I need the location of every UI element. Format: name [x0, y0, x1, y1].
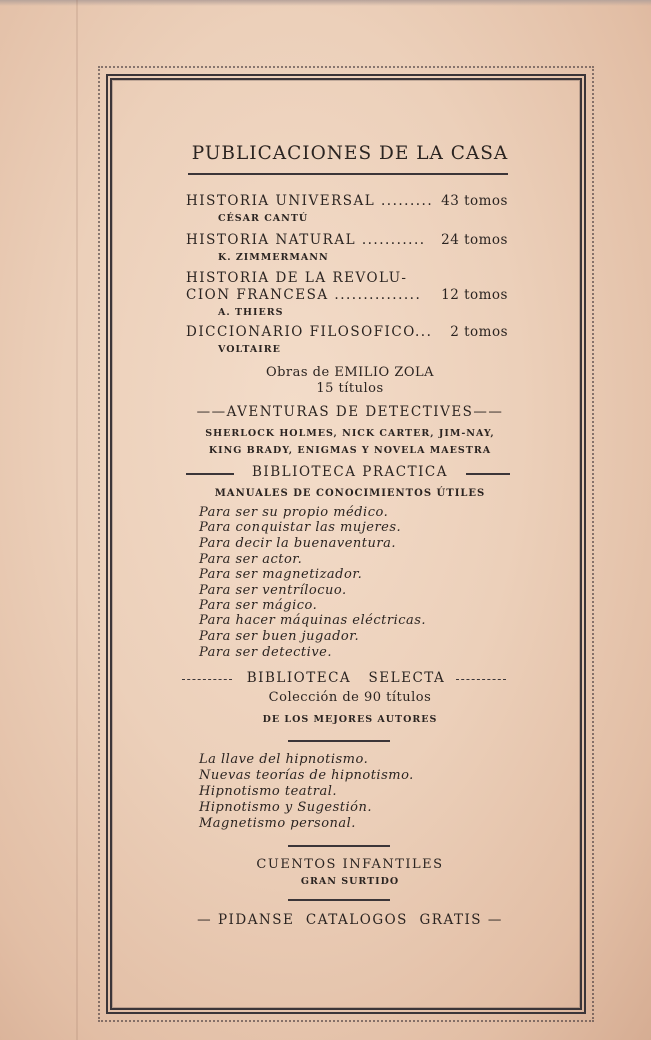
page-title: PUBLICACIONES DE LA CASA [191, 143, 509, 164]
catalog-item-author: A. THIERS [218, 307, 284, 318]
hipnotismo-item: Nuevas teorías de hipnotismo. [199, 768, 414, 783]
catalog-item-volumes: 2 tomos [450, 324, 508, 340]
selecta-heading: BIBLIOTECA SELECTA [246, 670, 446, 686]
catalog-item-name: HISTORIA UNIVERSAL ......... [186, 193, 434, 209]
hipnotismo-item: La llave del hipnotismo. [199, 752, 369, 767]
practica-rule-left [186, 473, 234, 475]
selecta-rule-left [182, 679, 232, 680]
hipnotismo-item: Hipnotismo teatral. [199, 784, 338, 799]
practica-item: Para hacer máquinas eléctricas. [199, 613, 427, 628]
section-divider [288, 899, 390, 901]
practica-item: Para ser actor. [199, 552, 303, 567]
zola-works: Obras de EMILIO ZOLA [265, 365, 435, 380]
practica-subheading: MANUALES DE CONOCIMIENTOS ÚTILES [214, 488, 486, 499]
catalog-item-author: CÉSAR CANTÚ [218, 213, 309, 224]
zola-count: 15 títulos [316, 381, 384, 396]
catalog-item-name: HISTORIA NATURAL ........... [186, 232, 426, 248]
practica-item: Para ser magnetizador. [199, 567, 363, 582]
practica-item: Para ser mágico. [199, 598, 318, 613]
practica-item: Para ser su propio médico. [199, 505, 389, 520]
catalog-item-volumes: 24 tomos [441, 232, 508, 248]
section-divider [288, 845, 390, 847]
practica-item: Para ser buen jugador. [199, 629, 360, 644]
catalog-item-author: VOLTAIRE [218, 344, 281, 355]
hipnotismo-item: Magnetismo personal. [199, 816, 356, 831]
selecta-rule-right [456, 679, 506, 680]
practica-item: Para ser detective. [199, 645, 332, 660]
practica-rule-right [466, 473, 510, 475]
practica-item: Para decir la buenaventura. [199, 536, 396, 551]
cuentos-subtitle: GRAN SURTIDO [300, 876, 400, 887]
practica-item: Para ser ventrílocuo. [199, 583, 347, 598]
footer-catalog-note: — PIDANSE CATALOGOS GRATIS — [197, 912, 503, 928]
catalog-item-volumes: 43 tomos [441, 193, 508, 209]
section-divider [288, 740, 390, 742]
catalog-item-name: HISTORIA DE LA REVOLU- [186, 270, 408, 286]
catalog-item-name: DICCIONARIO FILOSOFICO... [186, 324, 433, 340]
selecta-subtitle: DE LOS MEJORES AUTORES [262, 714, 438, 725]
detectives-heading: ——AVENTURAS DE DETECTIVES—— [196, 404, 504, 420]
title-underline [188, 173, 508, 175]
detectives-titles-line1: SHERLOCK HOLMES, NICK CARTER, JIM-NAY, [205, 428, 495, 439]
selecta-count: Colección de 90 títulos [268, 690, 432, 705]
practica-item: Para conquistar las mujeres. [199, 520, 402, 535]
catalog-item-name-continued: CION FRANCESA ............... [186, 287, 422, 303]
catalog-item-author: K. ZIMMERMANN [218, 252, 329, 263]
cuentos-heading: CUENTOS INFANTILES [256, 857, 444, 872]
detectives-titles-line2: KING BRADY, ENIGMAS Y NOVELA MAESTRA [208, 445, 492, 456]
hipnotismo-item: Hipnotismo y Sugestión. [199, 800, 373, 815]
practica-heading: BIBLIOTECA PRACTICA [251, 464, 448, 480]
catalog-item-volumes: 12 tomos [441, 287, 508, 303]
